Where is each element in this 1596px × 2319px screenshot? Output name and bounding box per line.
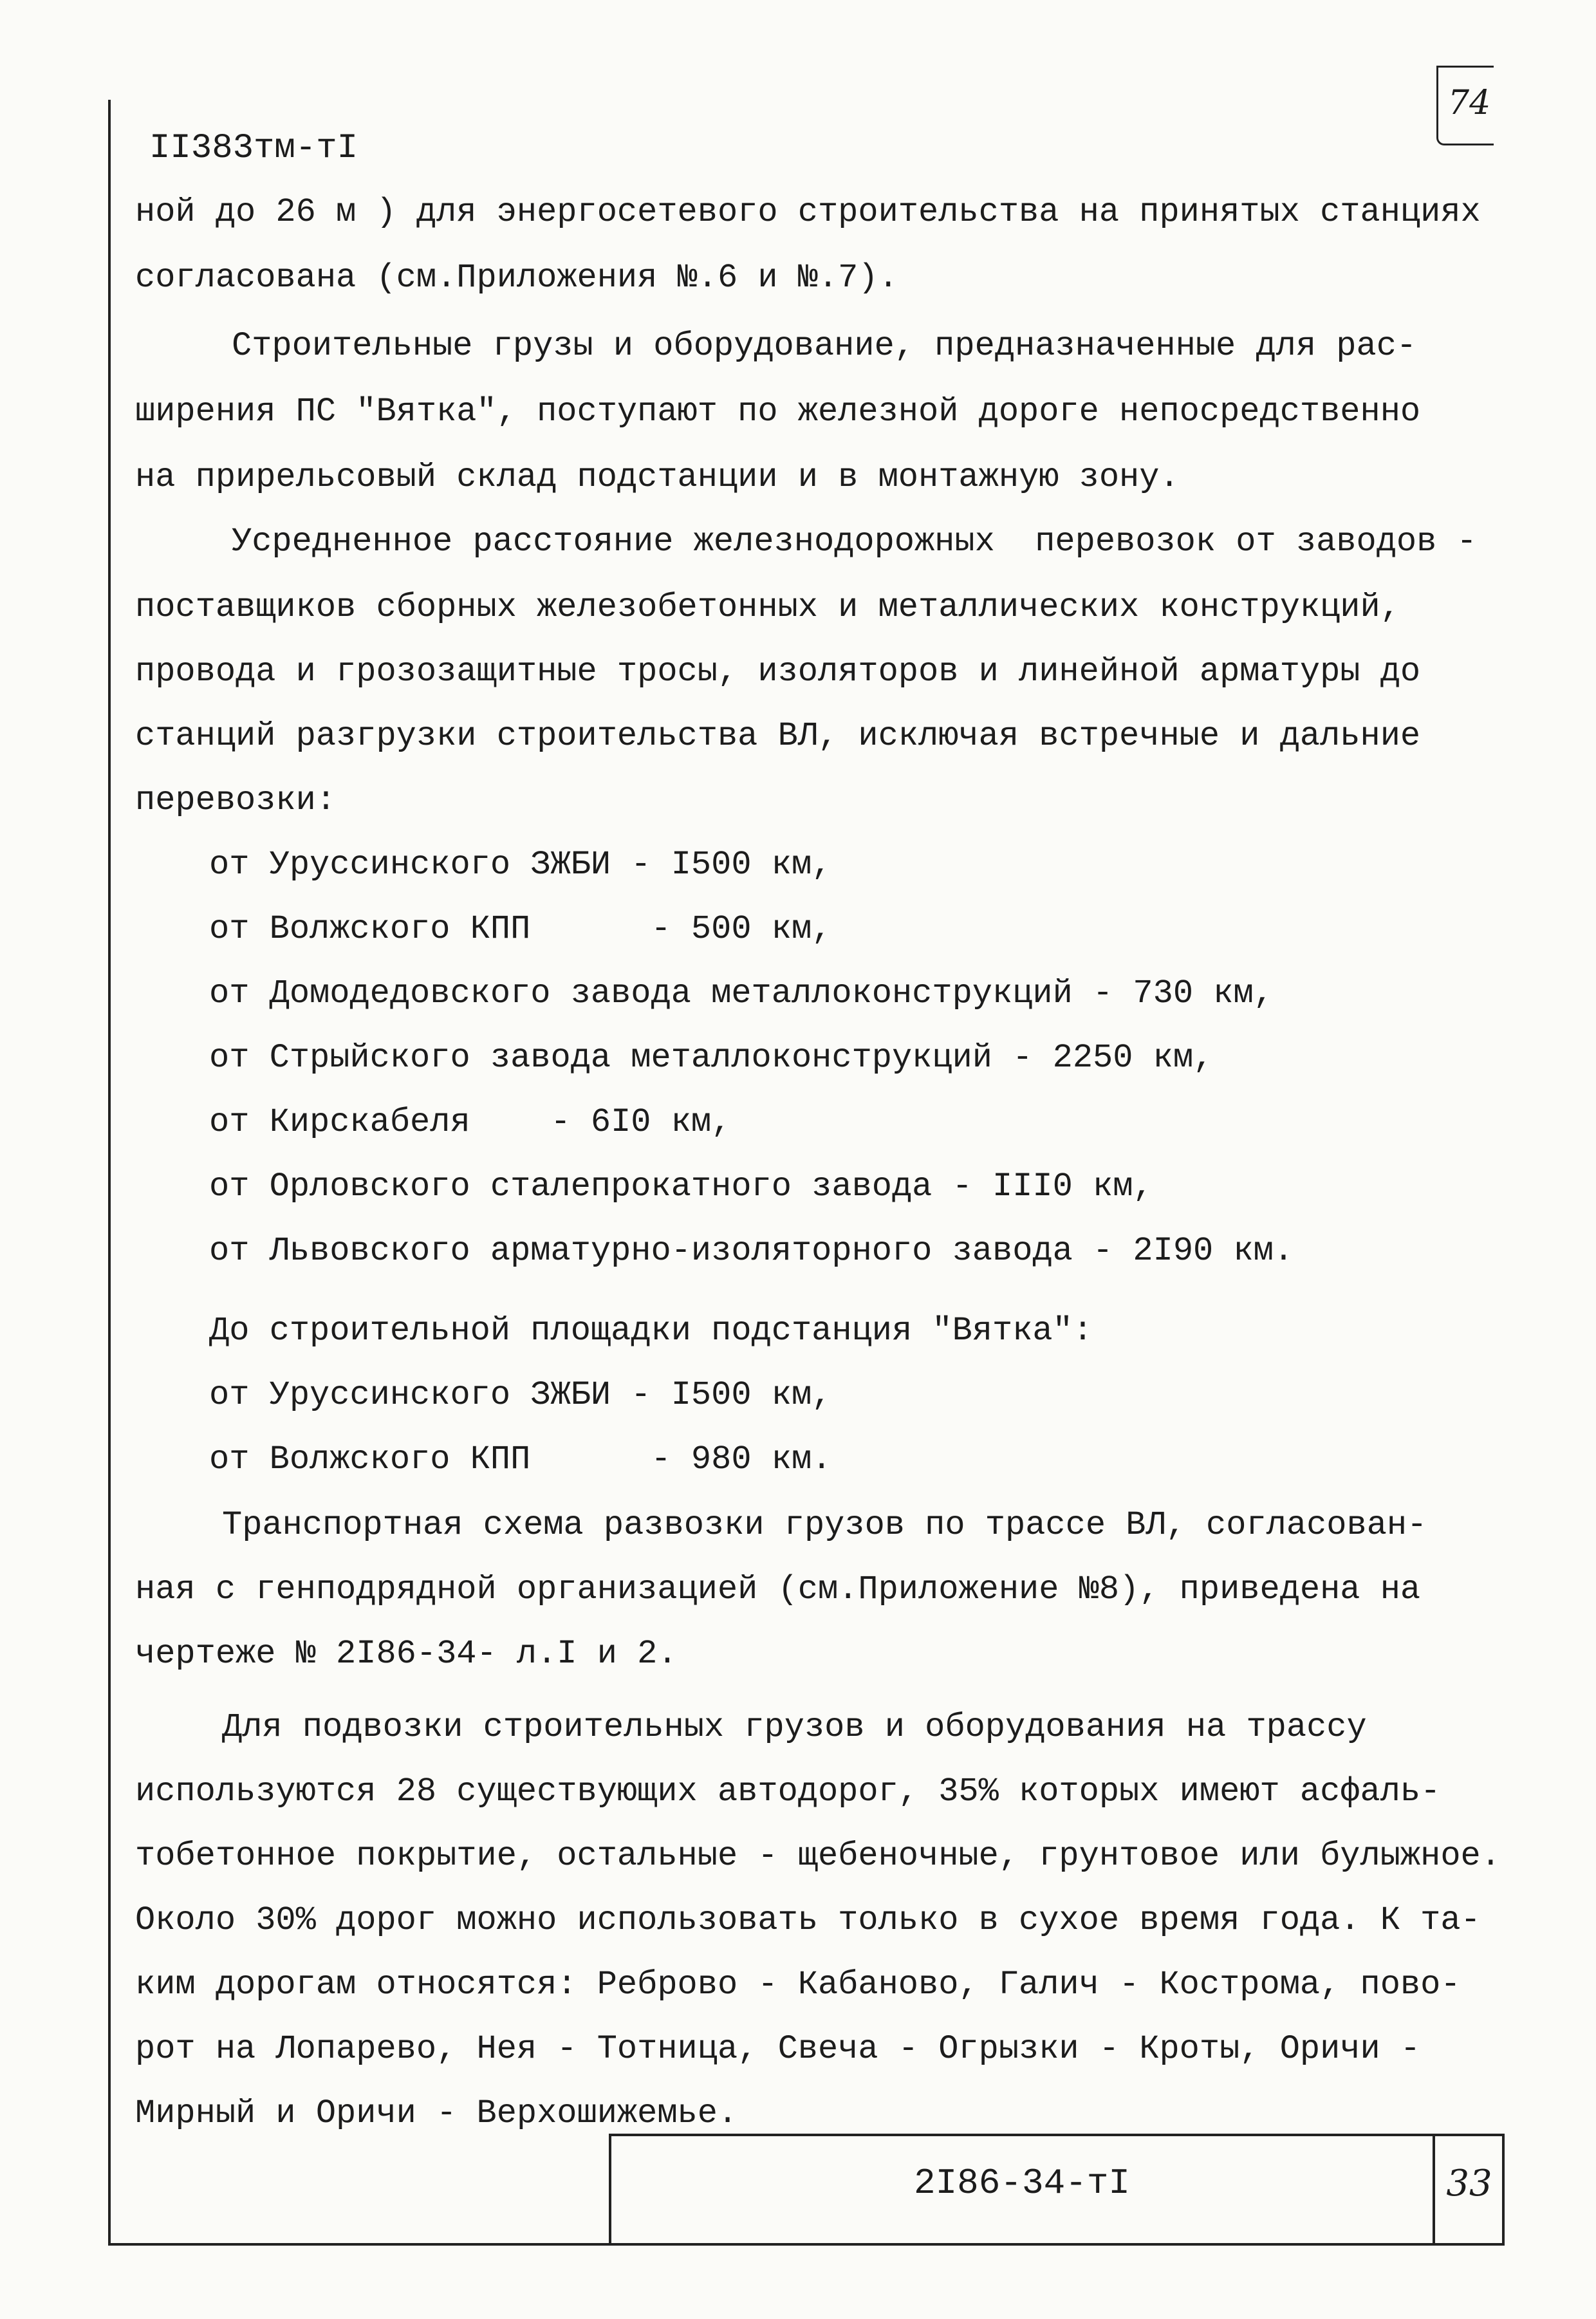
frame-left-border bbox=[108, 100, 111, 2243]
page-number: 74 bbox=[1448, 84, 1491, 122]
stamp-divider bbox=[1433, 2134, 1435, 2244]
text-line: Около 30% дорог можно использовать только в сухое время года. К та- bbox=[135, 1901, 1481, 1939]
distance-item: от Львовского арматурно-изоляторного завода - 2I90 км. bbox=[209, 1232, 1294, 1270]
text-line: Строительные грузы и оборудование, предназначенные для рас- bbox=[232, 327, 1417, 365]
text-line: ная с генподрядной организацией (см.Приложение №8), приведена на bbox=[135, 1570, 1421, 1608]
text-line: провода и грозозащитные тросы, изоляторов и линейной арматуры до bbox=[135, 653, 1421, 691]
distance-item: от Волжского КПП - 980 км. bbox=[209, 1440, 832, 1478]
text-line: Для подвозки строительных грузов и оборудования на трассу bbox=[222, 1708, 1367, 1746]
text-line: Усредненное расстояние железнодорожных перевозок от заводов - bbox=[232, 523, 1477, 561]
text-line: на прирельсовый склад подстанции и в монтажную зону. bbox=[135, 458, 1180, 496]
stamp-top-border bbox=[609, 2134, 1505, 2136]
frame-bottom-border bbox=[108, 2243, 1505, 2246]
distance-item: от Уруссинского ЗЖБИ - I500 км, bbox=[209, 846, 832, 884]
text-line: ширения ПС "Вятка", поступают по железной дороге непосредственно bbox=[135, 393, 1421, 431]
text-line: поставщиков сборных железобетонных и металлических конструкций, bbox=[135, 588, 1400, 626]
distance-item: от Домодедовского завода металлоконструкций - 730 км, bbox=[209, 974, 1274, 1012]
text-line: Мирный и Оричи - Верхошижемье. bbox=[135, 2094, 738, 2132]
text-line: согласована (см.Приложения №.6 и №.7). bbox=[135, 259, 898, 297]
text-line: ной до 26 м ) для энергосетевого строительства на принятых станциях bbox=[135, 193, 1481, 231]
frame-right-border bbox=[1502, 2134, 1505, 2244]
text-line: До строительной площадки подстанция "Вятка": bbox=[209, 1312, 1093, 1350]
distance-item: от Волжского КПП - 500 км, bbox=[209, 910, 832, 948]
text-line: чертеже № 2I86-34- л.I и 2. bbox=[135, 1635, 678, 1673]
distance-item: от Уруссинского ЗЖБИ - I500 км, bbox=[209, 1376, 832, 1414]
text-line: станций разгрузки строительства ВЛ, исключая встречные и дальние bbox=[135, 717, 1421, 755]
distance-item: от Орловского сталепрокатного завода - III0 км, bbox=[209, 1168, 1153, 1206]
distance-item: от Стрыйского завода металлоконструкций - 2250 км, bbox=[209, 1039, 1214, 1077]
stamp-document-code: 2I86-34-тI bbox=[913, 2163, 1131, 2204]
document-code: II383тм-тI bbox=[149, 129, 358, 168]
text-line: перевозки: bbox=[135, 781, 337, 819]
text-line: рот на Лопарево, Нея - Тотница, Свеча - Огрызки - Кроты, Оричи - bbox=[135, 2030, 1421, 2068]
stamp-sheet-number: 33 bbox=[1446, 2163, 1492, 2204]
distance-item: от Кирскабеля - 6I0 км, bbox=[209, 1103, 732, 1141]
text-line: тобетонное покрытие, остальные - щебеночные, грунтовое или булыжное. bbox=[135, 1837, 1501, 1875]
text-line: используются 28 существующих автодорог, 35% которых имеют асфаль- bbox=[135, 1773, 1441, 1811]
text-line: Транспортная схема развозки грузов по трассе ВЛ, согласован- bbox=[222, 1506, 1427, 1544]
text-line: ким дорогам относятся: Реброво - Кабаново, Галич - Кострома, пово- bbox=[135, 1966, 1461, 2004]
